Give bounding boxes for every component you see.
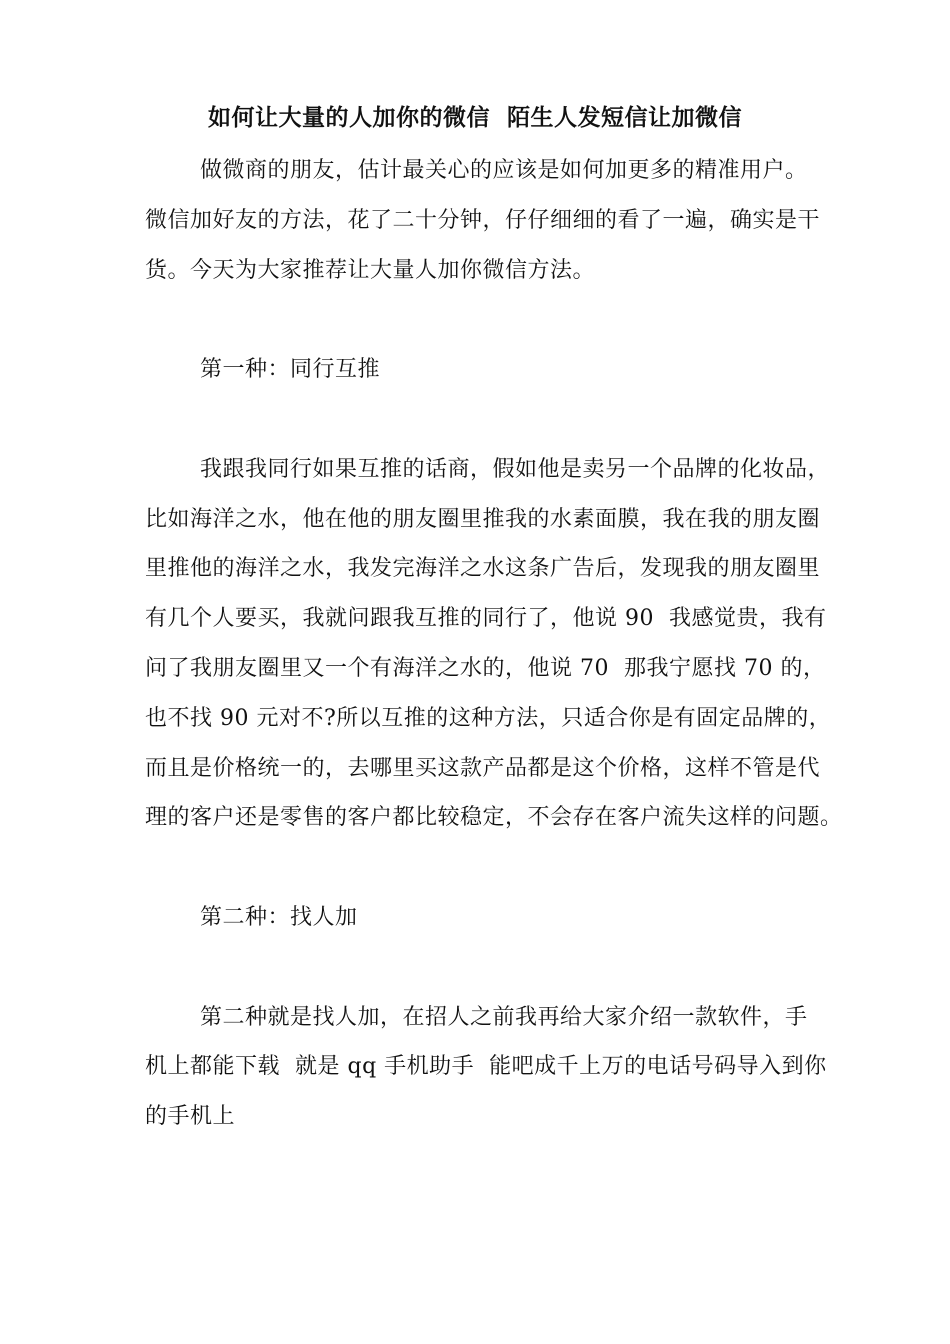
paragraph-line: 理的客户还是零售的客户都比较稳定，不会存在客户流失这样的问题。 <box>145 805 843 831</box>
document-title: 如何让大量的人加你的微信 陌生人发短信让加微信 <box>207 104 742 131</box>
paragraph-line: 第二种就是找人加，在招人之前我再给大家介绍一款软件，手 <box>200 1004 808 1030</box>
document-body <box>145 146 845 1142</box>
section-heading-1: 第一种：同行互推 <box>200 357 381 383</box>
paragraph-line: 里推他的海洋之水，我发完海洋之水这条广告后，发现我的朋友圈里 <box>145 556 821 582</box>
paragraph-line: 货。今天为大家推荐让大量人加你微信方法。 <box>145 257 596 283</box>
paragraph-line: 我跟我同行如果互推的话商，假如他是卖另一个品牌的化妆品， <box>200 456 831 482</box>
paragraph-line: 有几个人要买，我就问跟我互推的同行了，他说 90 我感觉贵，我有 <box>145 606 827 632</box>
paragraph-intro <box>145 146 845 295</box>
paragraph-line: 机上都能下载 就是 qq 手机助手 能吧成千上万的电话号码导入到你 <box>145 1054 827 1080</box>
paragraph-line: 问了我朋友圈里又一个有海洋之水的，他说 70 那我宁愿找 70 的， <box>145 655 826 681</box>
paragraph-line: 做微商的朋友，估计最关心的应该是如何加更多的精准用户。 <box>200 158 808 183</box>
section-heading-2: 第二种：找人加 <box>200 904 358 930</box>
paragraph-line: 也不找 90 元对不?所以互推的这种方法，只适合你是有固定品牌的， <box>145 705 832 731</box>
paragraph-line: 的手机上 <box>145 1104 236 1130</box>
paragraph-line: 微信加好友的方法，花了二十分钟，仔仔细细的看了一遍，确实是干 <box>145 207 821 233</box>
paragraph-line: 而且是价格统一的，去哪里买这款产品都是这个价格，这样不管是代 <box>145 755 821 781</box>
paragraph-section-2 <box>145 993 845 1142</box>
paragraph-section-1 <box>145 445 845 843</box>
paragraph-line: 比如海洋之水，他在他的朋友圈里推我的水素面膜，我在我的朋友圈 <box>145 506 821 532</box>
